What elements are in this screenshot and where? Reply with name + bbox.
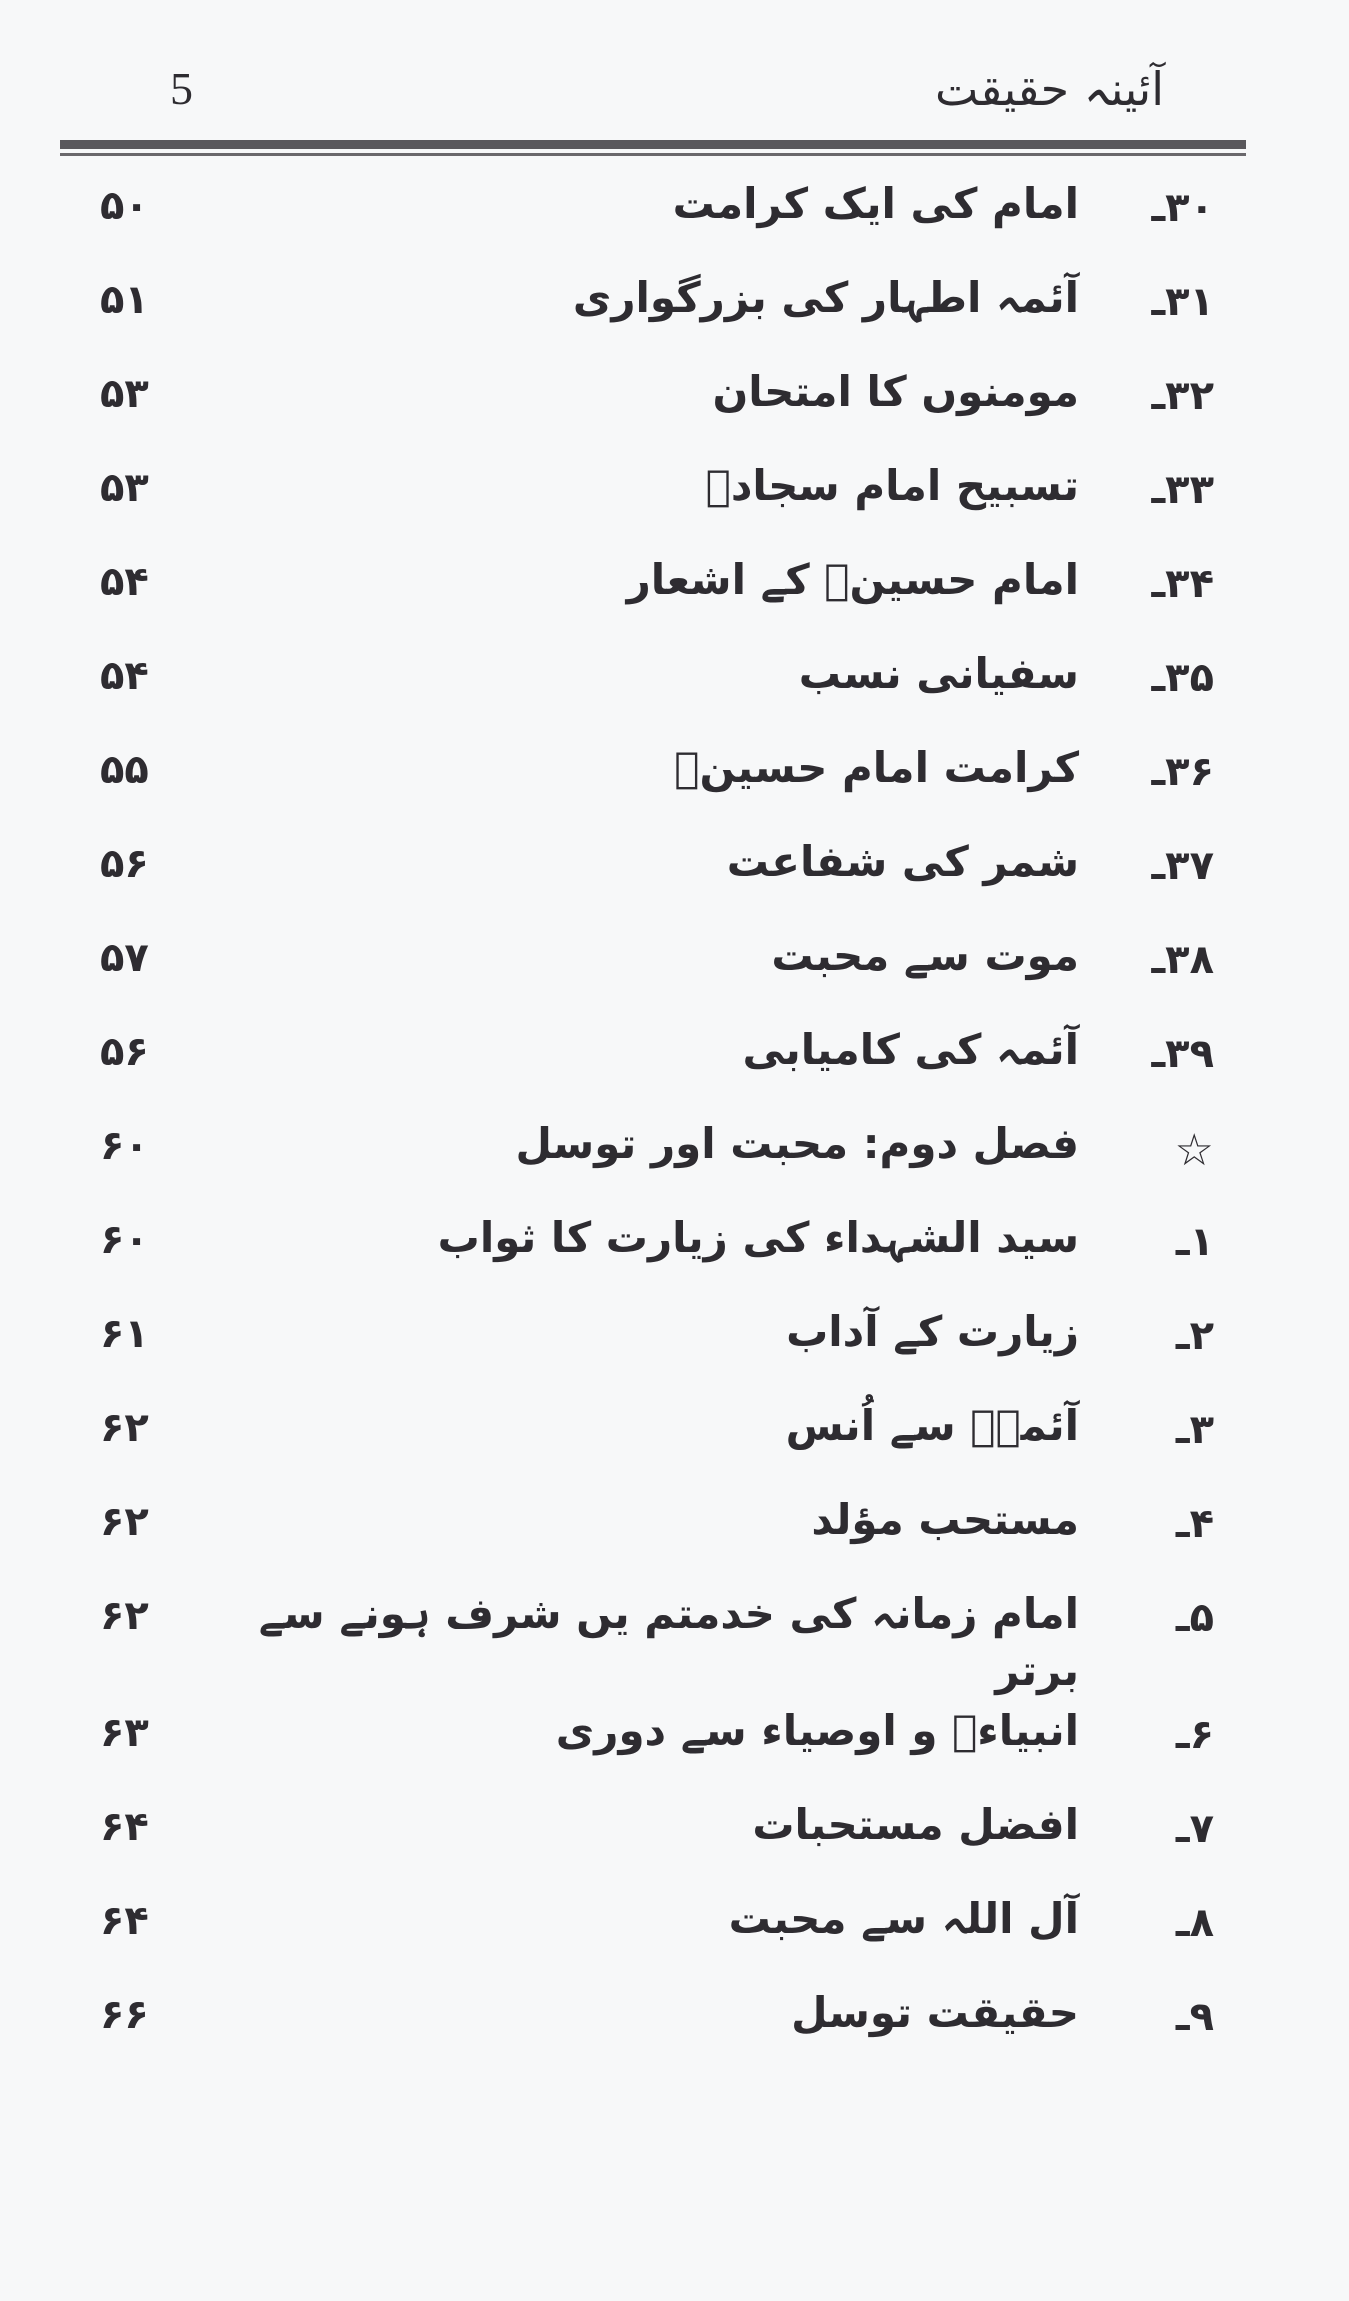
entry-page-number: ۵۴ — [100, 559, 149, 605]
header-rule-thick — [60, 140, 1246, 149]
entry-page-number: ۵۵ — [100, 747, 149, 793]
entry-page-number: ۵۳ — [100, 465, 149, 511]
entry-title: افضل مستحبات — [752, 1800, 1079, 1850]
entry-title: انبیاءؑ و اوصیاء سے دوری — [555, 1706, 1079, 1756]
entry-page-number: ۶۲ — [100, 1593, 149, 1639]
entry-page-number: ۵۷ — [100, 935, 149, 981]
entry-index: ۳۱ـ — [1151, 279, 1214, 325]
entry-index: ۴ـ — [1175, 1501, 1214, 1547]
entry-title: تسبیح امام سجادؑ — [705, 461, 1079, 510]
entry-page-number: ۵۶ — [100, 1029, 149, 1075]
entry-index: ۳۹ـ — [1151, 1031, 1214, 1077]
entry-index: ۹ـ — [1175, 1994, 1214, 2041]
entry-index: ۳۳ـ — [1151, 467, 1214, 513]
entry-index: ۳۵ـ — [1151, 655, 1214, 701]
toc-entry — [0, 266, 1349, 360]
entry-page-number: ۶۴ — [100, 1804, 149, 1851]
toc-entry — [0, 172, 1349, 266]
toc-entry — [0, 1018, 1349, 1112]
toc-entry — [0, 736, 1349, 830]
entry-title: آئمہؑ سے اُنس — [785, 1401, 1079, 1450]
entry-title: فصل دوم: محبت اور توسل — [515, 1119, 1079, 1168]
entry-title: آئمہ اطہار کی بزرگواری — [572, 273, 1079, 322]
toc-entry — [0, 1206, 1349, 1300]
entry-index: ۵ـ — [1175, 1595, 1214, 1641]
entry-index: ۸ـ — [1175, 1900, 1214, 1947]
entry-page-number: ۶۱ — [100, 1311, 149, 1357]
entry-page-number: ۵۱ — [100, 277, 149, 323]
page-number: 5 — [170, 63, 193, 114]
toc-entry — [0, 830, 1349, 924]
entry-page-number: ۶۰ — [100, 1123, 149, 1169]
entry-page-number: ۶۴ — [100, 1898, 149, 1945]
entry-title: حقیقت توسل — [791, 1988, 1079, 2038]
entry-title: آئمہ کی کامیابی — [742, 1025, 1079, 1074]
entry-title: امام زمانہ کی خدمتم یں شرف ہونے سے برتر — [258, 1589, 1079, 1695]
entry-index: ۲ـ — [1175, 1313, 1214, 1359]
entry-index: ۶ـ — [1175, 1712, 1214, 1759]
entry-index: ۳۲ـ — [1151, 373, 1214, 419]
entry-index: ۳۶ـ — [1151, 749, 1214, 795]
entry-page-number: ۶۶ — [100, 1992, 149, 2039]
entry-page-number: ۵۶ — [100, 841, 149, 887]
toc-entry — [0, 1488, 1349, 1582]
toc-entry — [0, 454, 1349, 548]
entry-page-number: ۶۰ — [100, 1217, 149, 1263]
toc-entry — [0, 1793, 1349, 1887]
toc-entry — [0, 1300, 1349, 1394]
entry-title: زیارت کے آداب — [786, 1307, 1079, 1356]
table-of-contents — [0, 172, 1349, 2075]
entry-page-number: ۵۰ — [100, 183, 149, 229]
entry-title: امام کی ایک کرامت — [672, 179, 1079, 228]
star-icon: ☆ — [1174, 1125, 1214, 1176]
entry-title: سفیانی نسب — [798, 649, 1079, 698]
entry-index: ۳۷ـ — [1151, 843, 1214, 889]
entry-index: ۳۴ـ — [1151, 561, 1214, 607]
toc-entry — [0, 548, 1349, 642]
toc-entry — [0, 360, 1349, 454]
toc-entry — [0, 1981, 1349, 2075]
entry-title: موت سے محبت — [771, 931, 1079, 980]
entry-title: شمر کی شفاعت — [726, 837, 1079, 886]
entry-page-number: ۶۳ — [100, 1710, 149, 1757]
entry-index: ۷ـ — [1175, 1806, 1214, 1853]
toc-entry — [0, 642, 1349, 736]
toc-entry — [0, 1112, 1349, 1206]
running-header-title: آئینہ حقیقت — [935, 62, 1164, 116]
entry-page-number: ۵۴ — [100, 653, 149, 699]
entry-title: امام حسینؑ کے اشعار — [626, 555, 1079, 604]
entry-page-number: ۶۲ — [100, 1499, 149, 1545]
entry-index: ۱ـ — [1175, 1219, 1214, 1265]
entry-index: ۳ـ — [1175, 1407, 1214, 1453]
entry-title: مستحب مؤلد — [811, 1495, 1079, 1544]
header-rule-thin — [60, 153, 1246, 156]
entry-page-number: ۵۳ — [100, 371, 149, 417]
entry-title: مومنوں کا امتحان — [712, 367, 1079, 416]
entry-page-number: ۶۲ — [100, 1405, 149, 1451]
toc-entry — [0, 1887, 1349, 1981]
toc-entry — [0, 1582, 1349, 1699]
toc-entry — [0, 1394, 1349, 1488]
toc-entry — [0, 924, 1349, 1018]
entry-title: آل اللہ سے محبت — [728, 1894, 1079, 1944]
entry-index: ۳۸ـ — [1151, 937, 1214, 983]
entry-title: سید الشہداء کی زیارت کا ثواب — [437, 1213, 1079, 1262]
toc-entry — [0, 1699, 1349, 1793]
entry-index: ۳۰ـ — [1151, 185, 1214, 231]
entry-title: کرامت امام حسینؑ — [674, 743, 1079, 792]
